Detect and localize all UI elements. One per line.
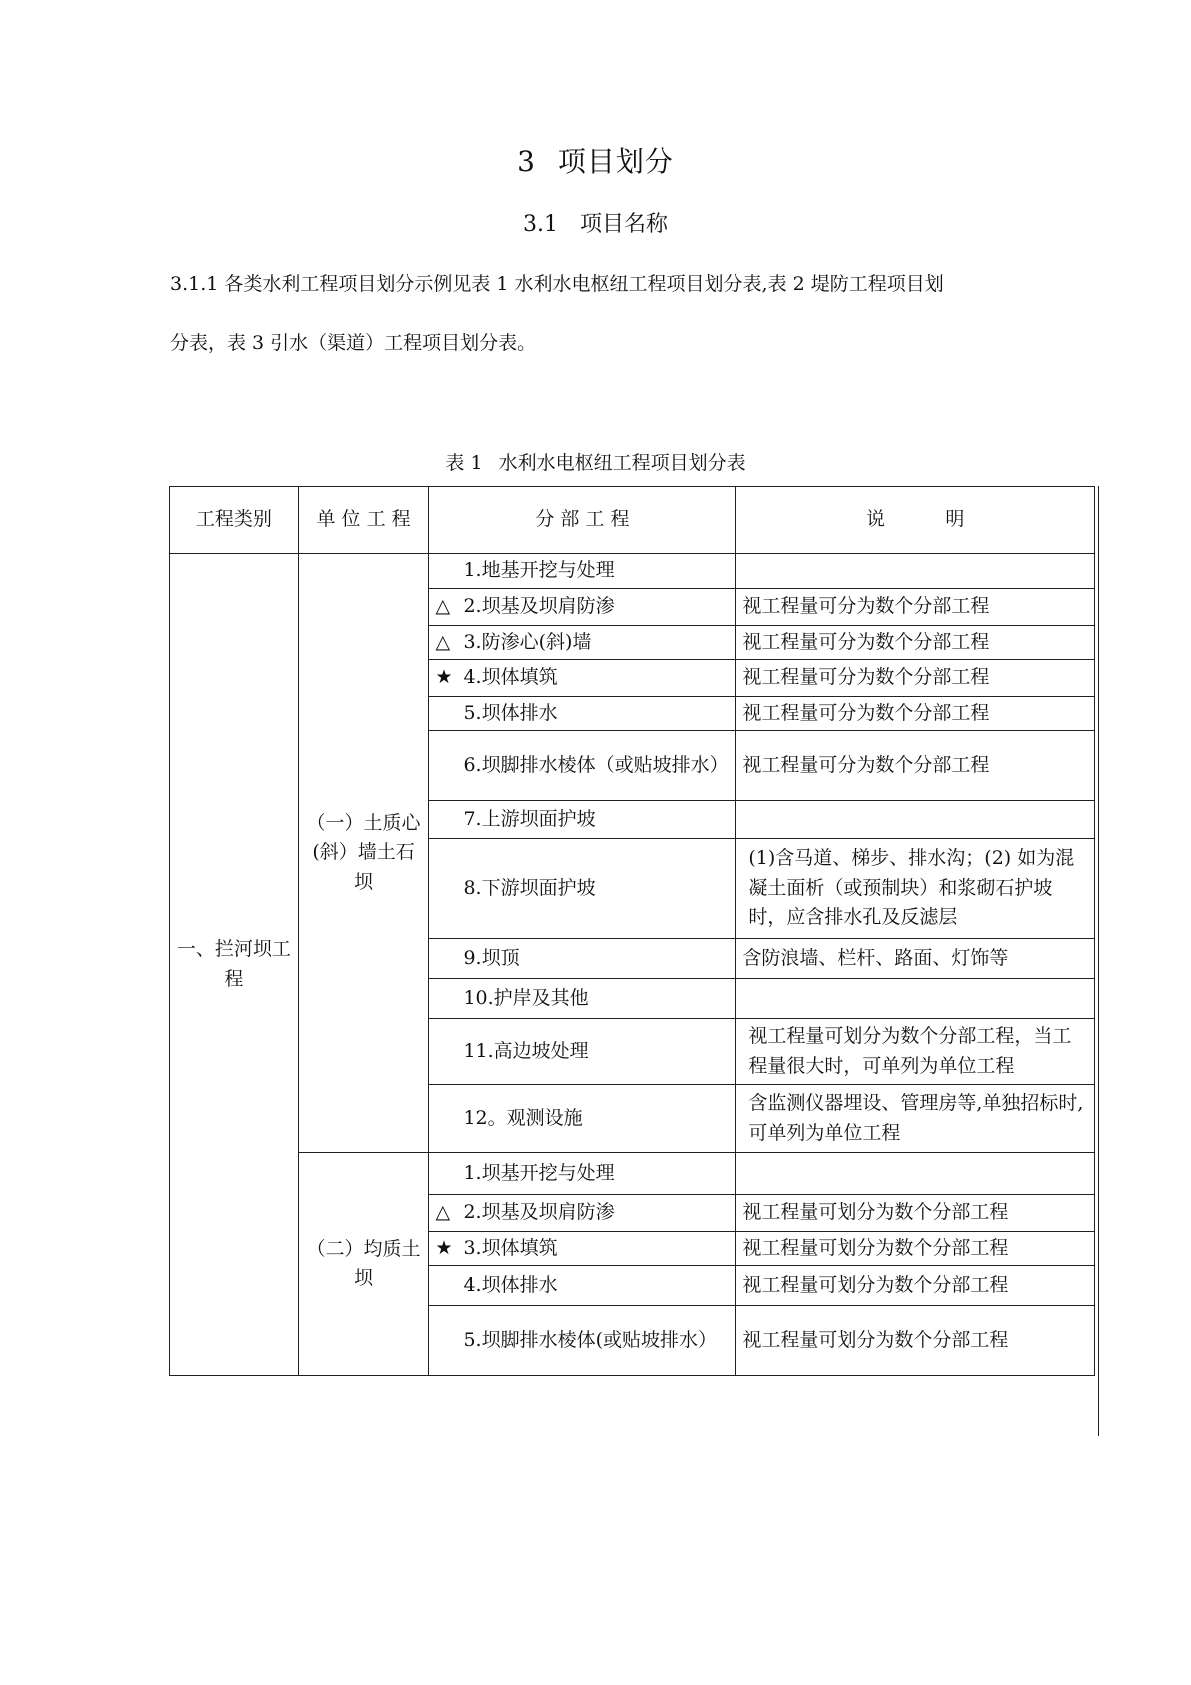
table-caption-number: 表 1 xyxy=(445,452,483,474)
note-cell: 视工程量可分为数个分部工程 xyxy=(736,626,1095,660)
division-label: 4.坝体填筑 xyxy=(463,666,558,689)
division-label: 1.地基开挖与处理 xyxy=(463,559,615,582)
table-row xyxy=(170,554,1095,589)
division-cell xyxy=(429,1266,736,1306)
division-label: 6.坝脚排水棱体（或贴坡排水） xyxy=(463,753,729,776)
division-cell xyxy=(429,554,736,589)
note-cell: 视工程量可划分为数个分部工程，当工程量很大时，可单列为单位工程 xyxy=(736,1019,1095,1085)
table-row xyxy=(170,1153,1095,1195)
division-label: 2.坝基及坝肩防渗 xyxy=(463,595,615,618)
section-heading xyxy=(0,207,1191,238)
division-label: 4.坝体排水 xyxy=(463,1273,558,1296)
division-cell xyxy=(429,939,736,979)
division-cell xyxy=(429,626,736,660)
division-cell xyxy=(429,660,736,697)
table-header-row xyxy=(170,487,1095,554)
division-cell xyxy=(429,1195,736,1232)
note-cell: 视工程量可划分为数个分部工程 xyxy=(736,1195,1095,1232)
note-cell xyxy=(736,801,1095,839)
note-cell xyxy=(736,1153,1095,1195)
division-cell xyxy=(429,1153,736,1195)
division-cell xyxy=(429,731,736,801)
paragraph-line-2: 分表，表 3 引水（渠道）工程项目划分表。 xyxy=(170,332,537,354)
division-cell xyxy=(429,1306,736,1376)
division-label: 3.坝体填筑 xyxy=(463,1236,558,1259)
division-label: 1.坝基开挖与处理 xyxy=(463,1161,615,1184)
header-category: 工程类别 xyxy=(170,487,299,554)
division-cell xyxy=(429,839,736,939)
division-cell xyxy=(429,1085,736,1153)
header-division: 分 部 工 程 xyxy=(429,487,736,554)
note-cell: 视工程量可划分为数个分部工程 xyxy=(736,1232,1095,1266)
table-caption xyxy=(0,448,1191,475)
triangle-icon: △ xyxy=(435,630,451,653)
division-label: 3.防渗心(斜)墙 xyxy=(463,630,592,653)
note-cell xyxy=(736,979,1095,1019)
division-label: 11.高边坡处理 xyxy=(463,1039,589,1062)
table-right-border xyxy=(1098,486,1099,1436)
section-number: 3.1 xyxy=(522,212,558,237)
note-cell xyxy=(736,554,1095,589)
section-title: 项目名称 xyxy=(579,212,668,237)
note-cell: 含防浪墙、栏杆、路面、灯饰等 xyxy=(736,939,1095,979)
division-label: 2.坝基及坝肩防渗 xyxy=(463,1201,615,1224)
division-label: 7.上游坝面护坡 xyxy=(463,807,596,830)
division-label: 5.坝体排水 xyxy=(463,701,558,724)
table-caption-title: 水利水电枢纽工程项目划分表 xyxy=(498,452,746,474)
division-cell xyxy=(429,589,736,626)
triangle-icon: △ xyxy=(435,595,451,618)
triangle-icon: △ xyxy=(435,1201,451,1224)
header-unit: 单 位 工 程 xyxy=(298,487,429,554)
note-cell: 视工程量可分为数个分部工程 xyxy=(736,697,1095,731)
note-cell: 视工程量可分为数个分部工程 xyxy=(736,660,1095,697)
division-cell xyxy=(429,1019,736,1085)
division-label: 8.下游坝面护坡 xyxy=(463,876,596,899)
category-cell: 一、拦河坝工程 xyxy=(170,554,299,1376)
unit-cell: （一）土质心(斜）墙土石坝 xyxy=(298,554,429,1153)
unit-cell: （二）均质土坝 xyxy=(298,1153,429,1376)
division-cell xyxy=(429,801,736,839)
division-label: 10.护岸及其他 xyxy=(463,986,589,1009)
note-cell: 视工程量可划分为数个分部工程 xyxy=(736,1266,1095,1306)
note-cell: 视工程量可分为数个分部工程 xyxy=(736,589,1095,626)
division-cell xyxy=(429,979,736,1019)
note-cell: 视工程量可分为数个分部工程 xyxy=(736,731,1095,801)
division-cell xyxy=(429,1232,736,1266)
note-cell: 视工程量可划分为数个分部工程 xyxy=(736,1306,1095,1376)
division-label: 9.坝顶 xyxy=(463,946,520,969)
chapter-title: 项目划分 xyxy=(557,145,674,178)
chapter-heading xyxy=(0,140,1191,180)
star-icon: ★ xyxy=(435,666,453,689)
star-icon: ★ xyxy=(435,1236,453,1259)
paragraph-line-1: 3.1.1 各类水利工程项目划分示例见表 1 水利水电枢纽工程项目划分表,表 2 堤防工程项目划 xyxy=(170,273,944,295)
division-label: 5.坝脚排水棱体(或贴坡排水） xyxy=(463,1328,717,1351)
division-label: 12。观测设施 xyxy=(463,1106,583,1129)
chapter-number: 3 xyxy=(517,145,536,178)
division-cell xyxy=(429,697,736,731)
note-cell: (1)含马道、梯步、排水沟；(2) 如为混凝土面析（或预制块）和浆砌石护坡时，应含排水孔及反滤层 xyxy=(736,839,1095,939)
header-note: 说 明 xyxy=(736,487,1095,554)
division-table xyxy=(169,486,1095,1376)
note-cell: 含监测仪器埋设、管理房等,单独招标时,可单列为单位工程 xyxy=(736,1085,1095,1153)
